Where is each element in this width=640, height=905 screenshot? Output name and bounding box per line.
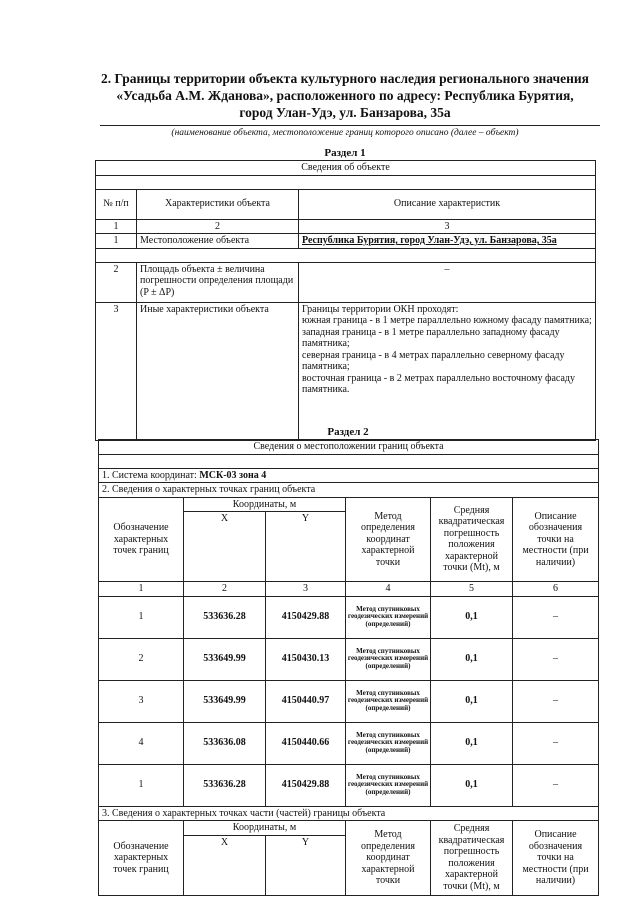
idx-cell: 3 [266,582,346,597]
row-num: 1 [96,234,137,249]
point-id: 1 [99,596,184,638]
title-underline [100,125,600,126]
point-x: 533636.28 [184,764,266,806]
col-header-char: Характеристики объекта [137,189,299,219]
point-mt: 0,1 [431,638,513,680]
section2-table [98,439,599,896]
document-title [100,70,590,121]
idx-cell: 3 [299,219,596,234]
idx-cell: 5 [431,582,513,597]
part-col-header-method: Метод определения координат характерной точки [346,821,431,896]
part-col-header-coords: Координаты, м [184,821,346,836]
point-desc: – [513,638,599,680]
col-header-x: X [184,512,266,582]
row-num: 3 [96,302,137,440]
coord-system-value: МСК-03 зона 4 [199,469,267,481]
idx-cell: 4 [346,582,431,597]
row-desc [299,302,596,440]
title-number: 2. [101,71,112,86]
point-method: Метод спутниковых геодезических измерений (определений) [346,722,431,764]
section2-caption: Сведения о местоположении границ объекта [99,440,599,455]
desc-line: северная граница - в 4 метрах параллельно северному фасаду памятника; [302,349,565,372]
section1-table [95,160,596,441]
part-col-header-y: Y [266,835,346,895]
part-col-header-mt: Средняя квадратическая погрешность положения характерной точки (Mt), м [431,821,513,896]
table-row [99,722,599,764]
point-method: Метод спутниковых геодезических измерений (определений) [346,680,431,722]
point-method: Метод спутниковых геодезических измерений (определений) [346,764,431,806]
idx-cell: 2 [137,219,299,234]
point-y: 4150429.88 [266,596,346,638]
col-header-point: Обозначение характерных точек границ [99,497,184,582]
point-desc: – [513,596,599,638]
point-desc: – [513,764,599,806]
points-header: 2. Сведения о характерных точках границ объекта [99,483,599,498]
point-method: Метод спутниковых геодезических измерений (определений) [346,596,431,638]
idx-cell: 6 [513,582,599,597]
col-header-desc: Описание обозначения точки на местности (при наличии) [513,497,599,582]
table-row [96,302,596,440]
coord-system [99,468,599,483]
section2-spacer [99,454,599,468]
point-id: 4 [99,722,184,764]
col-header-desc: Описание характеристик [299,189,596,219]
point-desc: – [513,722,599,764]
point-id: 3 [99,680,184,722]
table-row [96,234,596,249]
part-points-header: 3. Сведения о характерных точках части (частей) границы объекта [99,806,599,821]
title-text: Границы территории объекта культурного наследия регионального значения «Усадьба А.М. Жданова», расположенного по адресу: Республика Бурятия, город Улан-Удэ, ул. Банзарова, 35а [114,71,589,120]
point-x: 533649.99 [184,680,266,722]
point-mt: 0,1 [431,722,513,764]
point-method: Метод спутниковых геодезических измерений (определений) [346,638,431,680]
point-x: 533649.99 [184,638,266,680]
table-row [99,764,599,806]
col-header-y: Y [266,512,346,582]
section1-spacer [96,175,596,189]
point-x: 533636.28 [184,596,266,638]
idx-cell: 1 [96,219,137,234]
row-desc: – [299,262,596,302]
point-x: 533636.08 [184,722,266,764]
document-subtitle: (наименование объекта, местоположение границ которого описано (далее – объект) [171,128,519,138]
point-mt: 0,1 [431,764,513,806]
section1-spacer [96,248,596,262]
point-mt: 0,1 [431,596,513,638]
table-row [99,638,599,680]
desc-line: западная граница - в 1 метре параллельно западному фасаду памятника; [302,326,560,349]
row-num: 2 [96,262,137,302]
point-y: 4150440.97 [266,680,346,722]
desc-line: южная граница - в 1 метре параллельно южному фасаду памятника; [302,315,592,326]
col-header-coords: Координаты, м [184,497,346,512]
section1-heading: Раздел 1 [324,147,366,159]
table-row [99,596,599,638]
table-row [99,680,599,722]
point-y: 4150440.66 [266,722,346,764]
point-id: 1 [99,764,184,806]
part-col-header-point: Обозначение характерных точек границ [99,821,184,896]
col-header-num: № п/п [96,189,137,219]
row-char: Иные характеристики объекта [137,302,299,440]
part-col-header-desc: Описание обозначения точки на местности (при наличии) [513,821,599,896]
table-row [96,262,596,302]
desc-line: восточная граница - в 2 метрах параллельно восточному фасаду памятника. [302,372,576,395]
col-header-method: Метод определения координат характерной точки [346,497,431,582]
point-y: 4150430.13 [266,638,346,680]
point-desc: – [513,680,599,722]
row-char: Местоположение объекта [137,234,299,249]
row-char: Площадь объекта ± величина погрешности определения площади (P ± ΔP) [137,262,299,302]
section2-heading: Раздел 2 [327,426,369,438]
idx-cell: 2 [184,582,266,597]
point-id: 2 [99,638,184,680]
col-header-mt: Средняя квадратическая погрешность положения характерной точки (Mt), м [431,497,513,582]
point-y: 4150429.88 [266,764,346,806]
point-mt: 0,1 [431,680,513,722]
row-desc: Республика Бурятия, город Улан-Удэ, ул. Банзарова, 35а [299,234,596,249]
section1-caption: Сведения об объекте [96,161,596,176]
idx-cell: 1 [99,582,184,597]
desc-line: Границы территории ОКН проходят: [302,303,459,315]
coord-system-label: 1. Система координат: [102,469,197,481]
part-col-header-x: X [184,835,266,895]
